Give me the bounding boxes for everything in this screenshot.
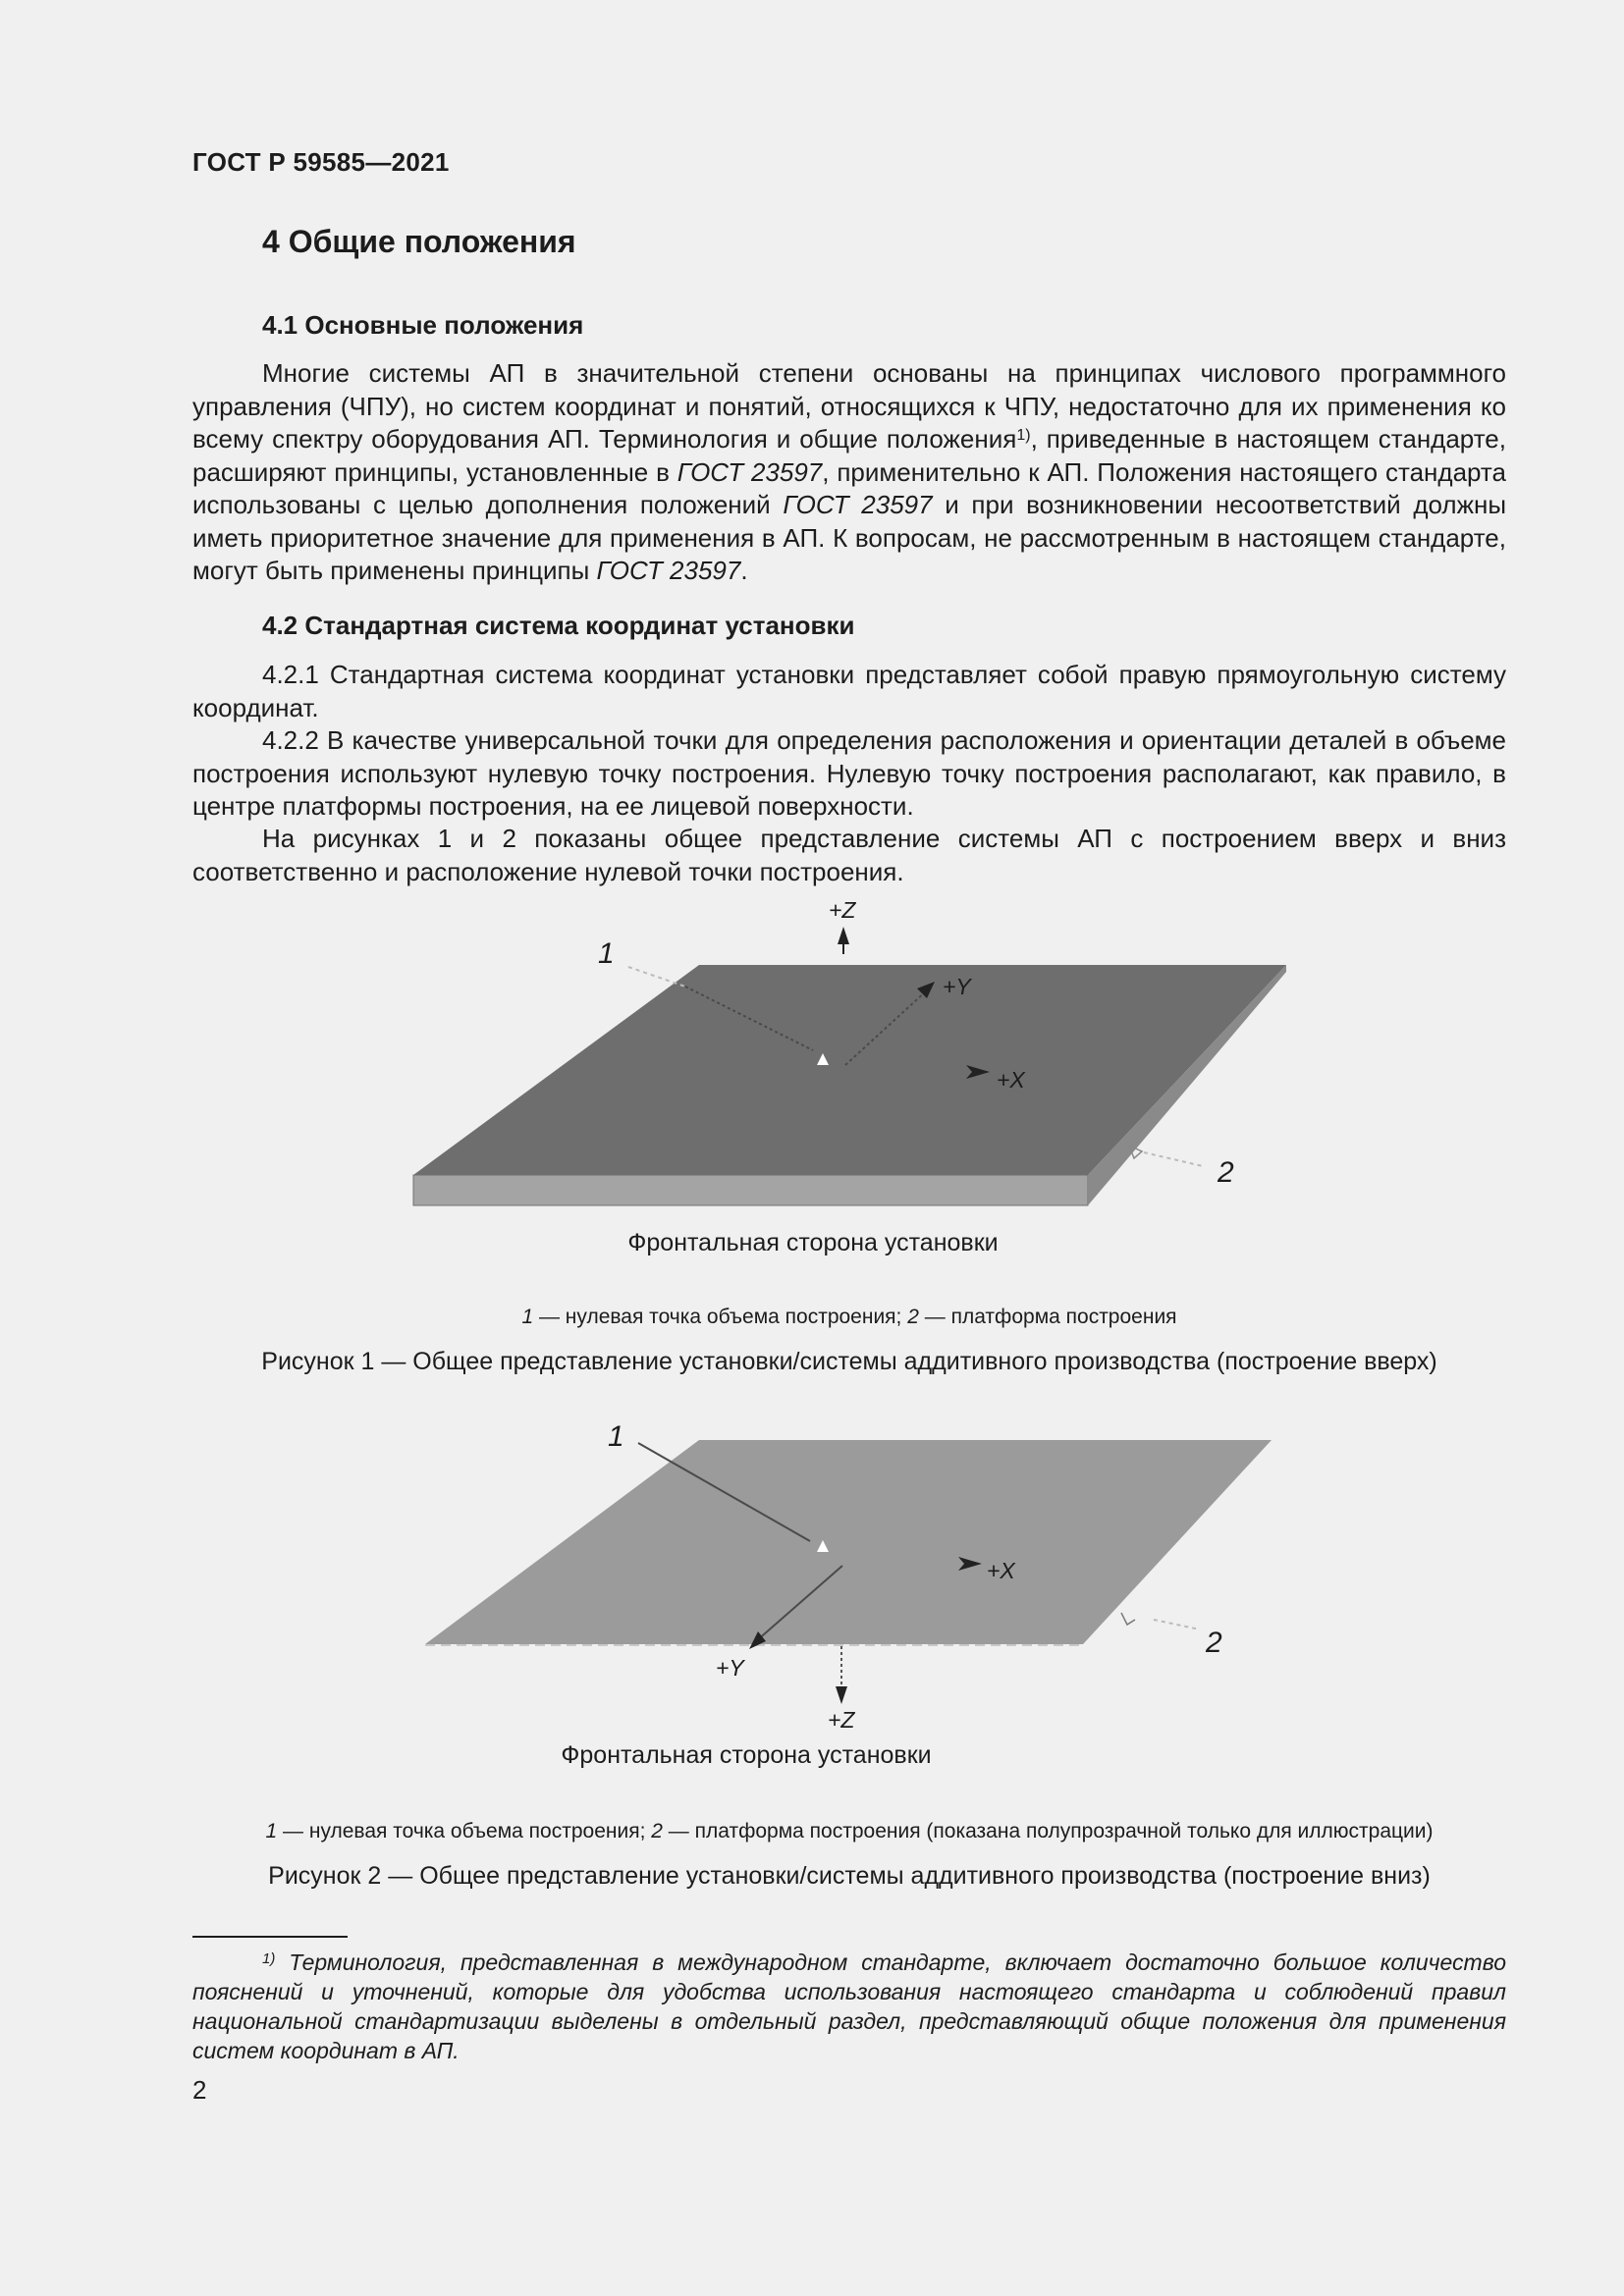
figure-1-platform-top [413,965,1286,1175]
figure-2-platform [425,1440,1272,1644]
footnote-ref: 1) [1016,427,1031,444]
paragraph-4-2-1: 4.2.1 Стандартная система координат установки представляет собой правую прямоугольную систему координат. [192,660,1506,722]
figure-1-label-1: 1 [598,937,615,970]
figure-2-axis-y-label: +Y [716,1655,744,1681]
figure-2-label-2: 2 [1206,1627,1222,1659]
figure-1-platform-front-edge [413,1175,1088,1205]
figure-1-legend: 1 — нулевая точка объема построения; 2 — платформа построения [521,1306,1177,1328]
figure-1-z-arrowhead [838,927,849,944]
figure-2-z-arrowhead [836,1686,847,1704]
document-header: ГОСТ Р 59585—2021 [192,147,450,177]
subsection-4-1-title: 4.1 Основные положения [262,310,584,340]
paragraph-4-1: Многие системы АП в значительной степени основаны на принципах числового программного управления (ЧПУ), но систем координат и понятий, относящихся к ЧПУ, недостаточно для их применения ко всему спектру оборудования АП. Терминология и общие положения$^{1)}$, приведенные в настоящем стандарте, расширяют принципы, установленные в ГОСТ 23597, применительно к АП. Положения настоящего стандарта использованы с целью дополнения положений ГОСТ 23597 и при возникновении несоответствий должны иметь приоритетное значение для применения в АП. К вопросам, не рассмотренным в настоящем стандарте, могут быть применены принципы ГОСТ 23597. [192,358,1507,585]
figure-2-caption: Рисунок 2 — Общее представление установки/системы аддитивного производства (построение вниз) [268,1862,1431,1890]
subsection-4-2-title: 4.2 Стандартная система координат установки [262,611,855,640]
page-number: 2 [192,2075,207,2105]
footnote: $^{1)}$ Терминология, представленная в международном стандарте, включает достаточно большое количество пояснений и уточнений, которые для удобства использования настоящего стандарта и соблюдений правил национальной стандартизации выделены в отдельный раздел, представляющий общие положения для применения систем координат в АП. [192,1949,1506,2063]
figure-2-front-side-label: Фронтальная сторона установки [561,1741,932,1769]
footnote-mark: 1) [262,1950,276,1967]
figure-2-leader-2-marker [1121,1613,1135,1625]
figure-1-axis-y-label: +Y [943,974,971,999]
paragraph-4-2-2: 4.2.2 В качестве универсальной точки для определения расположения и ориентации деталей в объеме построения используют нулевую точку построения. Нулевую точку построения располагают, как правило, в центре платформы построения, на ее лицевой поверхности. [192,725,1506,821]
figure-2-leader-2 [1154,1620,1200,1629]
section-title: 4 Общие положения [262,224,576,259]
figure-2-axis-x-label: +X [987,1558,1015,1583]
paragraph-figures-intro: На рисунках 1 и 2 показаны общее представление системы АП с построением вверх и вниз соответственно и расположение нулевой точки построения. [192,824,1506,886]
figure-1-label-2: 2 [1218,1156,1234,1189]
footnote-separator [192,1936,348,1938]
figure-1-leader-2 [1144,1152,1203,1166]
figure-1-axis-x-label: +X [997,1067,1025,1093]
figure-1-front-side-label: Фронтальная сторона установки [627,1229,999,1256]
figure-2-label-1: 1 [608,1420,624,1453]
figure-2-axis-z-label: +Z [828,1707,855,1733]
figure-1-caption: Рисунок 1 — Общее представление установки/системы аддитивного производства (построение вверх) [261,1348,1437,1375]
figure-2-legend: 1 — нулевая точка объема построения; 2 — платформа построения (показана полупрозрачной только для иллюстрации) [265,1820,1434,1842]
figure-1-axis-z-label: +Z [829,897,856,923]
